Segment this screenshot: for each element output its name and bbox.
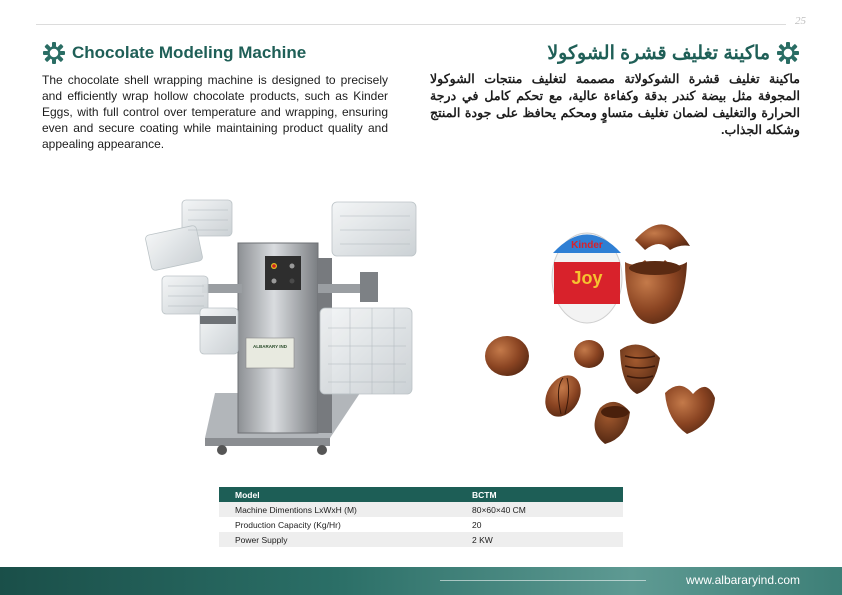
spec-key: Production Capacity (Kg/Hr) [235,519,341,530]
egg-brand-line1: Kinder [571,240,603,251]
spec-value: 20 [472,519,482,530]
footer-bar [0,567,842,595]
page-number: 25 [795,15,806,27]
gear-icon [776,41,800,65]
chocolate-eggs-photo [475,198,715,448]
spec-key: Power Supply [235,534,288,545]
heading-arabic [547,41,800,65]
description-arabic: ماكينة تغليف قشرة الشوكولاتة مصممة لتغليف منتجات الشوكولا المجوفة مثل بيضة كندر بدقة وكفاءة عالية، مع تحكم كامل في درجة الحرارة والتغليف لضمان تغليف متساوٍ ومحكم يحافظ على جودة المنتج وشكله الجذاب. [430,72,800,137]
spec-key: Machine Dimentions LxWxH (M) [235,504,357,515]
website-link[interactable]: www.albararyind.com [685,573,800,587]
spec-header-value: BCTM [472,489,497,500]
description-english: The chocolate shell wrapping machine is designed to precisely and efficiently wrap hollow chocolate products, such as Kinder Eggs, with full control over temperature and wrapping, ensuring even and secure coating while maintaining product quality and appealing appearance. [42,73,388,151]
spec-value: 80×60×40 CM [472,504,526,515]
table-row [219,517,623,532]
heading-english [42,41,306,65]
gear-icon [42,41,66,65]
top-divider [36,24,786,25]
footer-divider [440,580,646,581]
spec-table-header [219,487,623,502]
heading-arabic-text: ماكينة تغليف قشرة الشوكولا [547,42,770,64]
spec-value: 2 KW [472,534,493,545]
egg-brand-line2: Joy [571,268,603,288]
heading-english-text: Chocolate Modeling Machine [72,43,307,62]
spec-table [219,487,623,547]
table-row [219,532,623,547]
machine-photo [110,188,430,460]
spec-header-key: Model [235,489,260,500]
table-row [219,502,623,517]
machine-brand-label: ALBARARY IND [252,344,288,349]
